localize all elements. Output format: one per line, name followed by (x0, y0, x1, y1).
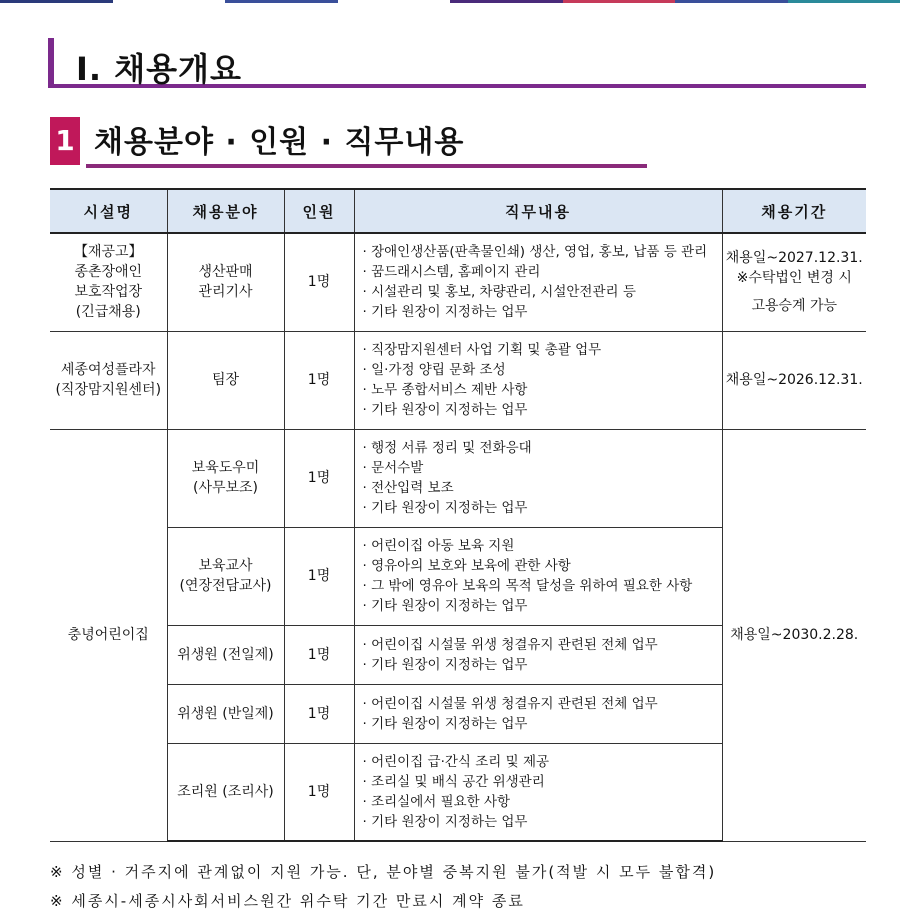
facility-line: 종촌장애인 (74, 264, 143, 281)
duty-item: · 전산입력 보조 (362, 480, 454, 496)
duty-item: · 조리실에서 필요한 사항 (362, 793, 511, 810)
section-heading (48, 38, 866, 88)
section-title: Ⅰ. 채용개요 (76, 50, 242, 88)
header-duties: 직무내용 (354, 189, 722, 233)
count-cell: 1명 (284, 429, 354, 527)
field-line: 생산판매 (198, 264, 253, 281)
notes (50, 858, 716, 916)
duty-item: · 기타 원장이 지정하는 업무 (362, 304, 528, 321)
period-cell (722, 331, 866, 429)
field-cell (167, 233, 284, 331)
count-cell: 1명 (284, 625, 354, 684)
note-item: ※ 세종시-세종시사회서비스원간 위수탁 기간 만료시 계약 종료 (50, 892, 525, 910)
period-line: 채용일~2027.12.31. (725, 250, 863, 267)
duty-item: · 장애인생산품(판촉물인쇄) 생산, 영업, 홍보, 납품 등 관리 (362, 244, 708, 261)
field-cell (167, 743, 284, 841)
field-line: 위생원 (반일제) (177, 705, 274, 722)
field-cell (167, 625, 284, 684)
duty-item: · 기타 원장이 지정하는 업무 (362, 715, 528, 732)
header-period: 채용기간 (722, 189, 866, 233)
table-row (50, 429, 866, 527)
period-cell-daycare: 채용일~2030.2.28. (722, 429, 866, 841)
facility-line: 【재공고】 (73, 244, 143, 261)
duty-item: · 어린이집 시설물 위생 청결유지 관련된 전체 업무 (362, 636, 658, 653)
subsection-number: 1 (50, 117, 80, 165)
duties-cell (354, 233, 722, 331)
table-header-row (50, 189, 866, 233)
duties-cell (354, 684, 722, 743)
duty-item: · 기타 원장이 지정하는 업무 (362, 402, 528, 418)
count-cell: 1명 (284, 331, 354, 429)
note-item: ※ 성별 · 거주지에 관계없이 지원 가능. 단, 분야별 중복지원 불가(적발 시 모두 불합격) (50, 863, 717, 881)
facility-line: 보호작업장 (74, 284, 143, 301)
facility-line: 세종여성플라자 (60, 362, 156, 378)
duty-item: · 문서수발 (362, 460, 424, 476)
duties-cell (354, 527, 722, 625)
facility-cell (50, 331, 167, 429)
duty-item: · 꿈드래시스템, 홈페이지 관리 (362, 264, 541, 281)
duty-item: · 기타 원장이 지정하는 업무 (362, 500, 528, 516)
count-cell: 1명 (284, 684, 354, 743)
recruitment-table (50, 188, 866, 842)
table-row (50, 331, 866, 429)
field-line: 관리기사 (198, 284, 253, 301)
duty-item: · 기타 원장이 지정하는 업무 (362, 656, 528, 673)
field-cell (167, 331, 284, 429)
header-field: 채용분야 (167, 189, 284, 233)
field-line: (사무보조) (192, 480, 259, 496)
duties-cell (354, 429, 722, 527)
duties-cell (354, 331, 722, 429)
duty-item: · 기타 원장이 지정하는 업무 (362, 813, 528, 830)
field-line: (연장전담교사) (179, 578, 272, 594)
duty-item: · 직장맘지원센터 사업 기획 및 총괄 업무 (362, 342, 602, 358)
duty-item: · 그 밖에 영유아 보육의 목적 달성을 위하여 필요한 사항 (362, 578, 693, 594)
duty-item: · 조리실 및 배식 공간 위생관리 (362, 773, 545, 790)
count-cell: 1명 (284, 743, 354, 841)
duty-item: · 어린이집 시설물 위생 청결유지 관련된 전체 업무 (362, 695, 658, 712)
count-cell: 1명 (284, 527, 354, 625)
top-decoration-bar (0, 0, 900, 3)
field-line: 조리원 (조리사) (177, 783, 274, 800)
subsection-title: 채용분야 · 인원 · 직무내용 (94, 125, 465, 160)
facility-line: (직장맘지원센터) (55, 382, 162, 398)
field-cell (167, 684, 284, 743)
duty-item: · 행정 서류 정리 및 전화응대 (362, 440, 532, 456)
period-line: ※수탁법인 변경 시 (736, 270, 852, 287)
field-line: 보육교사 (198, 558, 253, 574)
duty-item: · 시설관리 및 홍보, 차량관리, 시설안전관리 등 (362, 284, 636, 301)
field-line: 보육도우미 (191, 460, 260, 476)
table-row (50, 233, 866, 331)
subsection-heading (50, 115, 650, 171)
duty-item: · 어린이집 급·간식 조리 및 제공 (362, 753, 550, 770)
period-line: 고용승계 가능 (751, 298, 838, 315)
header-count: 인원 (284, 189, 354, 233)
duty-item: · 일·가정 양립 문화 조성 (362, 362, 506, 378)
duty-item: · 기타 원장이 지정하는 업무 (362, 598, 528, 614)
duties-cell (354, 743, 722, 841)
field-line: 위생원 (전일제) (177, 646, 274, 663)
facility-line: (긴급채용) (75, 304, 141, 321)
facility-cell-daycare: 충녕어린이집 (50, 429, 167, 841)
period-cell (722, 233, 866, 331)
field-line: 팀장 (211, 372, 240, 388)
field-cell (167, 429, 284, 527)
duty-item: · 영유아의 보호와 보육에 관한 사항 (362, 558, 571, 574)
duties-cell (354, 625, 722, 684)
header-facility: 시설명 (50, 189, 167, 233)
duty-item: · 노무 종합서비스 제반 사항 (362, 382, 528, 398)
subsection-underline (86, 164, 647, 168)
facility-cell (50, 233, 167, 331)
period-line: 채용일~2026.12.31. (725, 372, 863, 388)
field-cell (167, 527, 284, 625)
count-cell: 1명 (284, 233, 354, 331)
duty-item: · 어린이집 아동 보육 지원 (362, 538, 515, 554)
